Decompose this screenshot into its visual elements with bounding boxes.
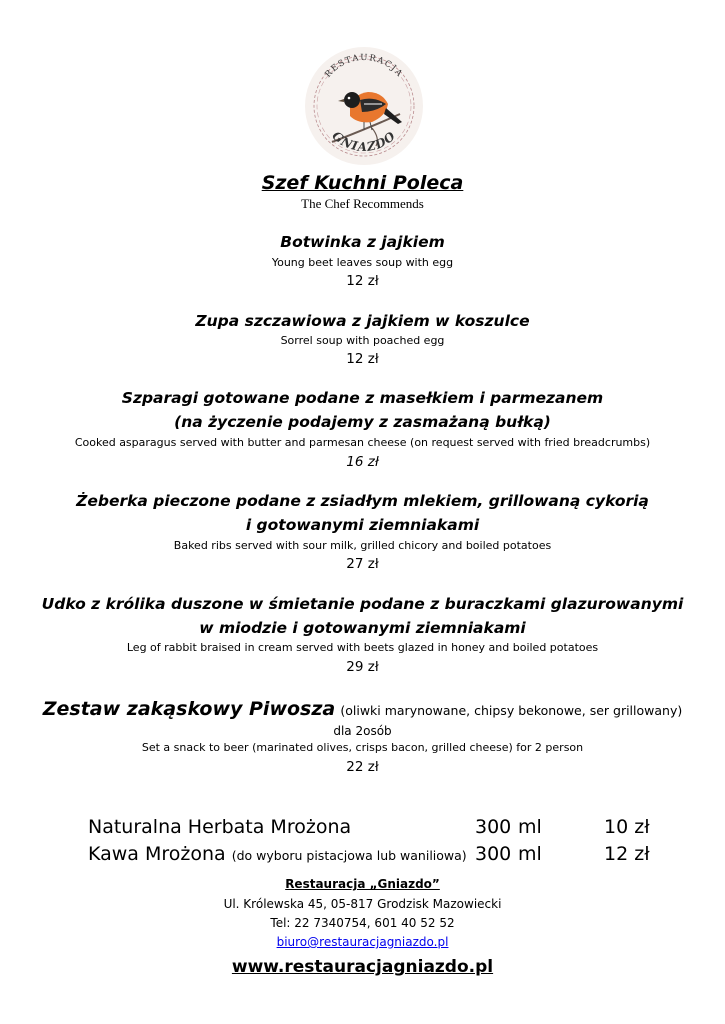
- snack-note: (oliwki marynowane, chipsy bekonowe, ser grillowany): [340, 703, 683, 718]
- restaurant-logo: [302, 42, 426, 172]
- page-title: Szef Kuchni Poleca: [261, 172, 464, 194]
- page-subtitle: The Chef Recommends: [301, 196, 424, 211]
- drink-volume: 300: [475, 816, 512, 838]
- footer-email-row: [0, 935, 725, 949]
- footer-address: Ul. Królewska 45, 05-817 Grodzisk Mazowiecki: [223, 897, 502, 911]
- drink-name-group: [88, 843, 467, 865]
- snack-title-row: [0, 698, 725, 720]
- logo-bird-icon: [302, 42, 426, 172]
- drink-name: Kawa Mrożona: [88, 843, 226, 865]
- snack-name: Zestaw zakąskowy Piwosza: [42, 698, 336, 720]
- dish-price: 12 zł: [346, 273, 379, 289]
- email-link[interactable]: biuro@restauracjagniazdo.pl: [276, 935, 449, 949]
- svg-text:RESTAURACJA: RESTAURACJA: [323, 52, 405, 80]
- dish-name-pl-line2: i gotowanymi ziemniakami: [245, 516, 480, 534]
- dish-name-pl: Szparagi gotowane podane z masełkiem i parmezanem: [121, 389, 604, 407]
- drink-price: 12 zł: [604, 843, 650, 865]
- drink-note: (do wyboru pistacjowa lub waniliowa): [231, 848, 467, 863]
- dish-name-en: Leg of rabbit braised in cream served with beets glazed in honey and boiled potatoes: [126, 641, 599, 654]
- dish-name-pl: Botwinka z jajkiem: [280, 233, 445, 251]
- dish-price: 12 zł: [346, 351, 379, 367]
- drink-unit: ml: [518, 843, 542, 865]
- dish-name-pl: Żeberka pieczone podane z zsiadłym mlekiem, grillowaną cykorią: [76, 492, 649, 510]
- dish-name-pl: Udko z królika duszone w śmietanie podane z buraczkami glazurowanymi: [41, 595, 684, 613]
- snack-name-en: Set a snack to beer (marinated olives, crisps bacon, grilled cheese) for 2 person: [141, 741, 584, 754]
- dish-name-pl: Zupa szczawiowa z jajkiem w koszulce: [195, 312, 530, 330]
- dish-name-pl-line2: (na życzenie podajemy z zasmażaną bułką): [174, 413, 551, 431]
- footer-restaurant-name: Restauracja „Gniazdo”: [285, 877, 440, 891]
- svg-text:GNIAZDO: GNIAZDO: [329, 128, 399, 155]
- dish-name-en: Young beet leaves soup with egg: [271, 256, 454, 269]
- website-link[interactable]: www.restauracjagniazdo.pl: [231, 957, 494, 977]
- drink-unit: ml: [518, 816, 542, 838]
- dish-name-pl-line2: w miodzie i gotowanymi ziemniakami: [199, 619, 526, 637]
- dish-price: 16 zł: [346, 454, 379, 470]
- snack-serving: dla 2osób: [333, 724, 392, 738]
- drink-price: 10 zł: [604, 816, 650, 838]
- dish-name-en: Cooked asparagus served with butter and parmesan cheese (on request served with fried breadcrumbs): [74, 436, 651, 449]
- drink-name: Naturalna Herbata Mrożona: [88, 816, 352, 838]
- snack-price: 22 zł: [346, 759, 379, 775]
- dish-name-en: Sorrel soup with poached egg: [280, 334, 445, 347]
- drink-volume: 300: [475, 843, 512, 865]
- footer-phone: Tel: 22 7340754, 601 40 52 52: [270, 916, 455, 930]
- dish-price: 27 zł: [346, 556, 379, 572]
- dish-price: 29 zł: [346, 659, 379, 675]
- dish-name-en: Baked ribs served with sour milk, grilled chicory and boiled potatoes: [173, 539, 552, 552]
